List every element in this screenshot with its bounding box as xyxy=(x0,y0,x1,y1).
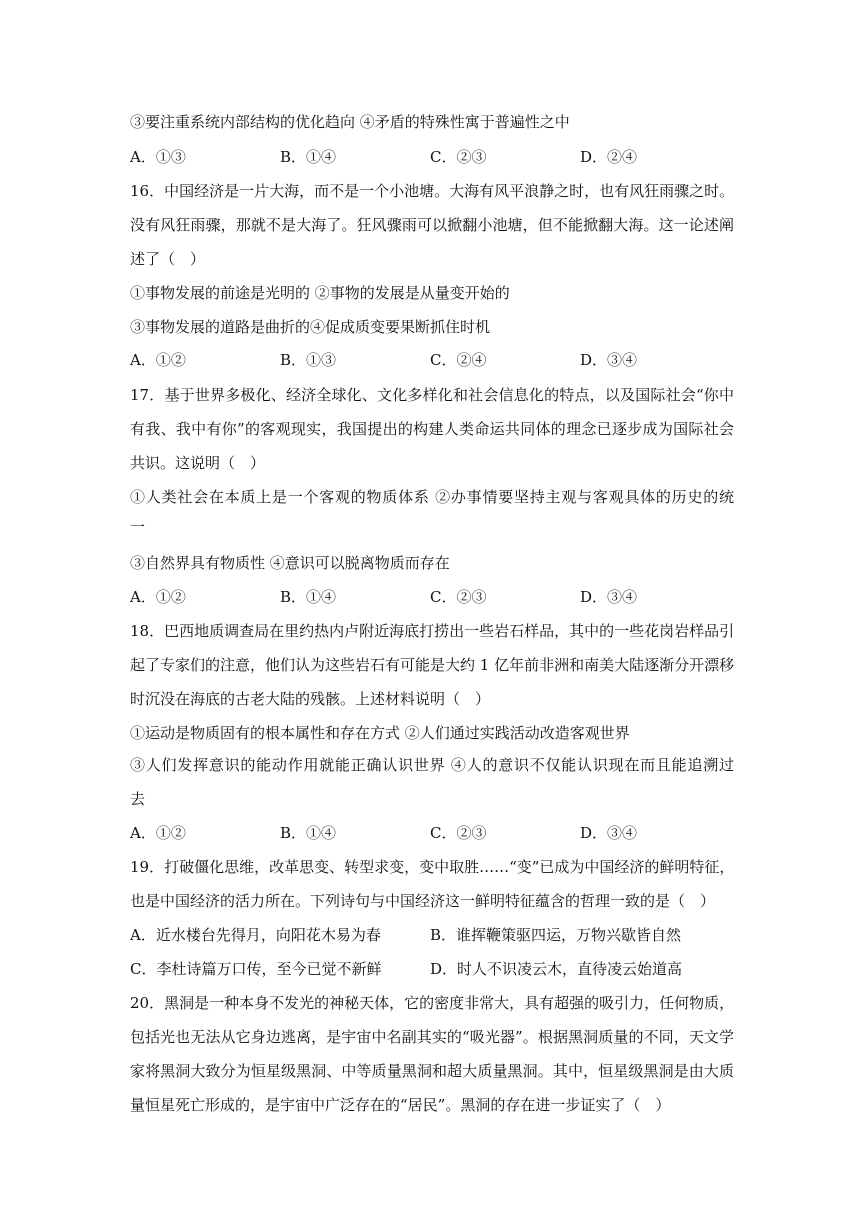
option-d: D．③④ xyxy=(580,351,638,369)
question-18-statement: 去 xyxy=(130,790,146,808)
option-c: C．②④ xyxy=(430,351,487,369)
question-17-statement: ①人类社会在本质上是一个客观的物质体系 ②办事情要坚持主观与客观具体的历史的统 xyxy=(130,488,734,506)
question-18-statement: ③人们发挥意识的能动作用就能正确认识世界 ④人的意识不仅能认识现在而且能追溯过 xyxy=(130,756,734,774)
question-18-stem: 时沉没在海底的古老大陆的残骸。上述材料说明（ ） xyxy=(130,690,491,708)
question-19-stem: 也是中国经济的活力所在。下列诗句与中国经济这一鲜明特征蕴含的哲理一致的是（ ） xyxy=(130,892,716,910)
question-17-stem: 17．基于世界多极化、经济全球化、文化多样化和社会信息化的特点，以及国际社会“你中 xyxy=(130,386,734,404)
prev-question-statement: ③要注重系统内部结构的优化趋向 ④矛盾的特殊性寓于普遍性之中 xyxy=(130,113,570,131)
option-d: D．②④ xyxy=(580,148,638,166)
question-17-stem: 有我、我中有你”的客观现实，我国提出的构建人类命运共同体的理念已逐步成为国际社会 xyxy=(130,420,734,438)
question-16-stem: 没有风狂雨骤，那就不是大海了。狂风骤雨可以掀翻小池塘，但不能掀翻大海。这一论述阐 xyxy=(130,216,734,234)
question-18-statement: ①运动是物质固有的根本属性和存在方式 ②人们通过实践活动改造客观世界 xyxy=(130,724,630,742)
question-18-stem: 18．巴西地质调查局在里约热内卢附近海底打捞出一些岩石样品，其中的一些花岗岩样品引 xyxy=(130,622,734,640)
option-d: D．③④ xyxy=(580,824,638,842)
option-b: B．①③ xyxy=(280,351,337,369)
question-20-stem: 20．黑洞是一种本身不发光的神秘天体，它的密度非常大，具有超强的吸引力，任何物质， xyxy=(130,994,734,1012)
option-b: B．①④ xyxy=(280,148,337,166)
option-d: D．时人不识凌云木，直待凌云始道高 xyxy=(430,960,683,978)
option-c: C．②③ xyxy=(430,588,487,606)
question-18-stem: 起了专家们的注意，他们认为这些岩石有可能是大约 1 亿年前非洲和南美大陆逐渐分开漂移 xyxy=(130,656,734,674)
option-c: C．②③ xyxy=(430,824,487,842)
question-19-stem: 19．打破僵化思维，改革思变、转型求变，变中取胜……“变”已成为中国经济的鲜明特征， xyxy=(130,858,734,876)
option-b: B．①④ xyxy=(280,588,337,606)
question-20-stem: 量恒星死亡形成的，是宇宙中广泛存在的“居民”。黑洞的存在进一步证实了（ ） xyxy=(130,1096,671,1114)
question-16-statement: ①事物发展的前途是光明的 ②事物的发展是从量变开始的 xyxy=(130,284,510,302)
question-16-statement: ③事物发展的道路是曲折的④促成质变要果断抓住时机 xyxy=(130,318,491,336)
option-c: C．李杜诗篇万口传，至今已觉不新鲜 xyxy=(130,960,382,978)
option-a: A．①③ xyxy=(130,148,186,166)
option-a: A．近水楼台先得月，向阳花木易为春 xyxy=(130,926,381,944)
option-b: B．①④ xyxy=(280,824,337,842)
option-a: A．①② xyxy=(130,351,186,369)
question-17-stem: 共识。这说明（ ） xyxy=(130,454,266,472)
option-a: A．①② xyxy=(130,588,186,606)
option-b: B．谁挥鞭策驱四运，万物兴歇皆自然 xyxy=(430,926,682,944)
option-d: D．③④ xyxy=(580,588,638,606)
question-16-stem: 述了（ ） xyxy=(130,250,206,268)
option-a: A．①② xyxy=(130,824,186,842)
question-17-statement: 一 xyxy=(130,518,146,536)
question-16-stem: 16．中国经济是一片大海，而不是一个小池塘。大海有风平浪静之时，也有风狂雨骤之时。 xyxy=(130,182,734,200)
question-17-statement: ③自然界具有物质性 ④意识可以脱离物质而存在 xyxy=(130,554,450,572)
option-c: C．②③ xyxy=(430,148,487,166)
question-20-stem: 家将黑洞大致分为恒星级黑洞、中等质量黑洞和超大质量黑洞。其中，恒星级黑洞是由大质 xyxy=(130,1062,734,1080)
question-20-stem: 包括光也无法从它身边逃离，是宇宙中名副其实的“吸光器”。根据黑洞质量的不同，天文学 xyxy=(130,1028,734,1046)
